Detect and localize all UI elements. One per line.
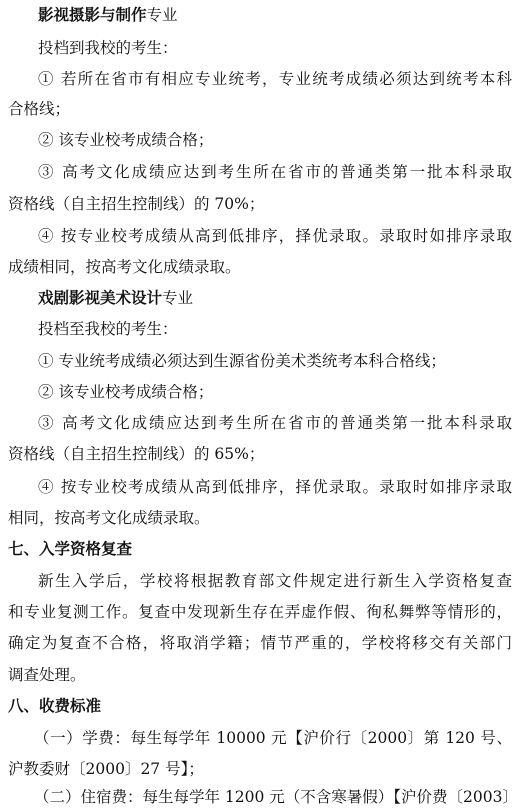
paragraph-line: 新生入学后，学校将根据教育部文件规定进行新生入学资格复查 — [38, 572, 512, 590]
paragraph-line: ① 专业统考成绩必须达到生源省份美术类统考本科合格线； — [38, 352, 446, 370]
paragraph-line: 资格线（自主招生控制线）的 65%； — [8, 445, 265, 463]
major-title-film-photography — [0, 4, 527, 26]
paragraph-line: 合格线； — [8, 100, 71, 118]
paragraph-line: ③ 高考文化成绩应达到考生所在省市的普通类第一批本科录取 — [38, 414, 512, 432]
paragraph-line: 资格线（自主招生控制线）的 70%； — [8, 195, 265, 213]
intro-line: 投档到我校的考生： — [38, 39, 178, 57]
paragraph-line: （一）学费：每生每学年 10000 元【沪价行〔2000〕第 120 号、 — [34, 729, 512, 747]
section-heading: 八、收费标准 — [8, 697, 102, 715]
major-name: 影视摄影与制作 — [38, 5, 147, 24]
major-suffix: 专业 — [162, 289, 194, 307]
paragraph-line: 相同，按高考文化成绩录取。 — [8, 509, 210, 527]
paragraph-line: 确定为复查不合格，将取消学籍；情节严重的，学校将移交有关部门 — [8, 634, 512, 652]
paragraph-line: 沪教委财〔2000〕27 号】； — [8, 760, 204, 778]
paragraph-line: 和专业复测工作。复查中发现新生存在弄虚作假、徇私舞弊等情形的， — [8, 603, 512, 621]
paragraph-line: 调查处理。 — [8, 666, 86, 684]
major-name: 戏剧影视美术设计 — [38, 288, 163, 307]
paragraph-line: ③ 高考文化成绩应达到考生所在省市的普通类第一批本科录取 — [38, 163, 512, 181]
section-heading: 七、入学资格复查 — [8, 540, 133, 558]
intro-line: 投档至我校的考生： — [38, 320, 178, 338]
paragraph-line: ② 该专业校考成绩合格； — [38, 383, 214, 401]
paragraph-line: 成绩相同，按高考文化成绩录取。 — [8, 258, 241, 276]
paragraph-line: ① 若所在省市有相应专业统考，专业统考成绩必须达到统考本科 — [38, 70, 512, 88]
major-suffix: 专业 — [146, 6, 178, 24]
paragraph-line: （二）住宿费：每生每学年 1200 元（不含寒暑假）【沪价费〔2003〕 — [34, 788, 518, 806]
paragraph-line: ④ 按专业校考成绩从高到低排序，择优录取。录取时如排序录取 — [38, 478, 512, 496]
major-title-drama-art-design — [0, 287, 527, 309]
paragraph-line: ④ 按专业校考成绩从高到低排序，择优录取。录取时如排序录取 — [38, 227, 512, 245]
paragraph-line: ② 该专业校考成绩合格； — [38, 131, 214, 149]
